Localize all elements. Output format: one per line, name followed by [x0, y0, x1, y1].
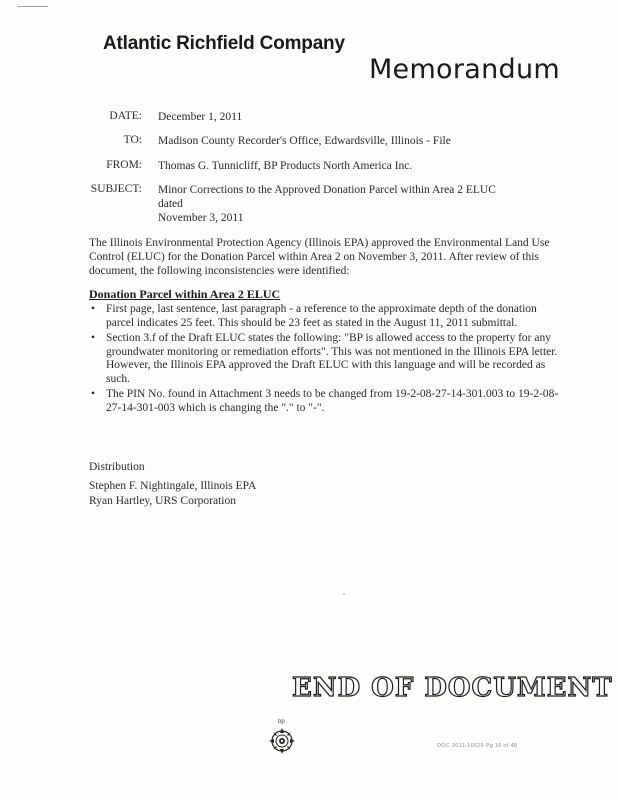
- intro-paragraph: The Illinois Environmental Protection Agency (Illinois EPA) approved the Environmental Land Use Control (ELUC) for the Donation Parcel within Area 2 on November 3, 2011. After review of this document, the following inconsistencies were identified:: [89, 237, 550, 277]
- list-item: [89, 332, 564, 386]
- from-label: FROM:: [106, 159, 142, 171]
- date-label: DATE:: [109, 110, 142, 122]
- to-value: Madison County Recorder's Office, Edwardsville, Illinois - File: [158, 135, 451, 147]
- list-item: [89, 388, 564, 415]
- subject-line-2: November 3, 2011: [158, 212, 244, 224]
- end-of-document-stamp: END OF DOCUMENT: [292, 673, 613, 703]
- bullet-icon: •: [91, 388, 96, 400]
- bullet-text: The PIN No. found in Attachment 3 needs to be changed from 19-2-08-27-14-301.003 to 19-2-08-27-14-301-003 which is changing the "." to "-".: [106, 388, 559, 414]
- memorandum-title: Memorandum: [368, 54, 560, 85]
- company-name: Atlantic Richfield Company: [103, 33, 345, 54]
- list-item: [89, 303, 564, 330]
- bullet-icon: •: [91, 332, 96, 344]
- distribution-heading: Distribution: [89, 461, 145, 473]
- subject-label: SUBJECT:: [90, 183, 142, 195]
- distribution-block: [89, 460, 256, 509]
- scan-mark: [18, 6, 48, 7]
- document-reference: DOC 2011-16629 Pg 16 of 48: [437, 743, 518, 749]
- bullet-icon: •: [91, 303, 96, 315]
- inconsistency-list: [89, 303, 564, 417]
- bullet-text: Section 3.f of the Draft ELUC states the following: "BP is allowed access to the property for any groundwater monitoring or remediation efforts". This was not mentioned in the Illinois EPA letter. However, the Illinois EPA approved the Draft ELUC with this language and will be recorded as such.: [106, 332, 558, 385]
- date-value: December 1, 2011: [158, 111, 243, 123]
- section-title: Donation Parcel within Area 2 ELUC: [89, 287, 281, 301]
- bp-logo-text: bp: [278, 719, 285, 725]
- from-value: Thomas G. Tunnicliff, BP Products North America Inc.: [158, 160, 413, 172]
- bp-helios-logo-icon: [265, 720, 299, 758]
- to-label: TO:: [123, 134, 142, 146]
- scan-speck: [343, 593, 345, 595]
- distribution-recipient: Stephen F. Nightingale, Illinois EPA: [89, 480, 257, 492]
- bullet-text: First page, last sentence, last paragraph - a reference to the approximate depth of the donation parcel indicates 25 feet. This should be 23 feet as stated in the August 11, 2011 submittal.: [106, 303, 537, 329]
- subject-line-1: Minor Corrections to the Approved Donation Parcel within Area 2 ELUC dated: [158, 184, 496, 210]
- subject-value: [158, 183, 518, 225]
- distribution-recipient: Ryan Hartley, URS Corporation: [89, 495, 236, 507]
